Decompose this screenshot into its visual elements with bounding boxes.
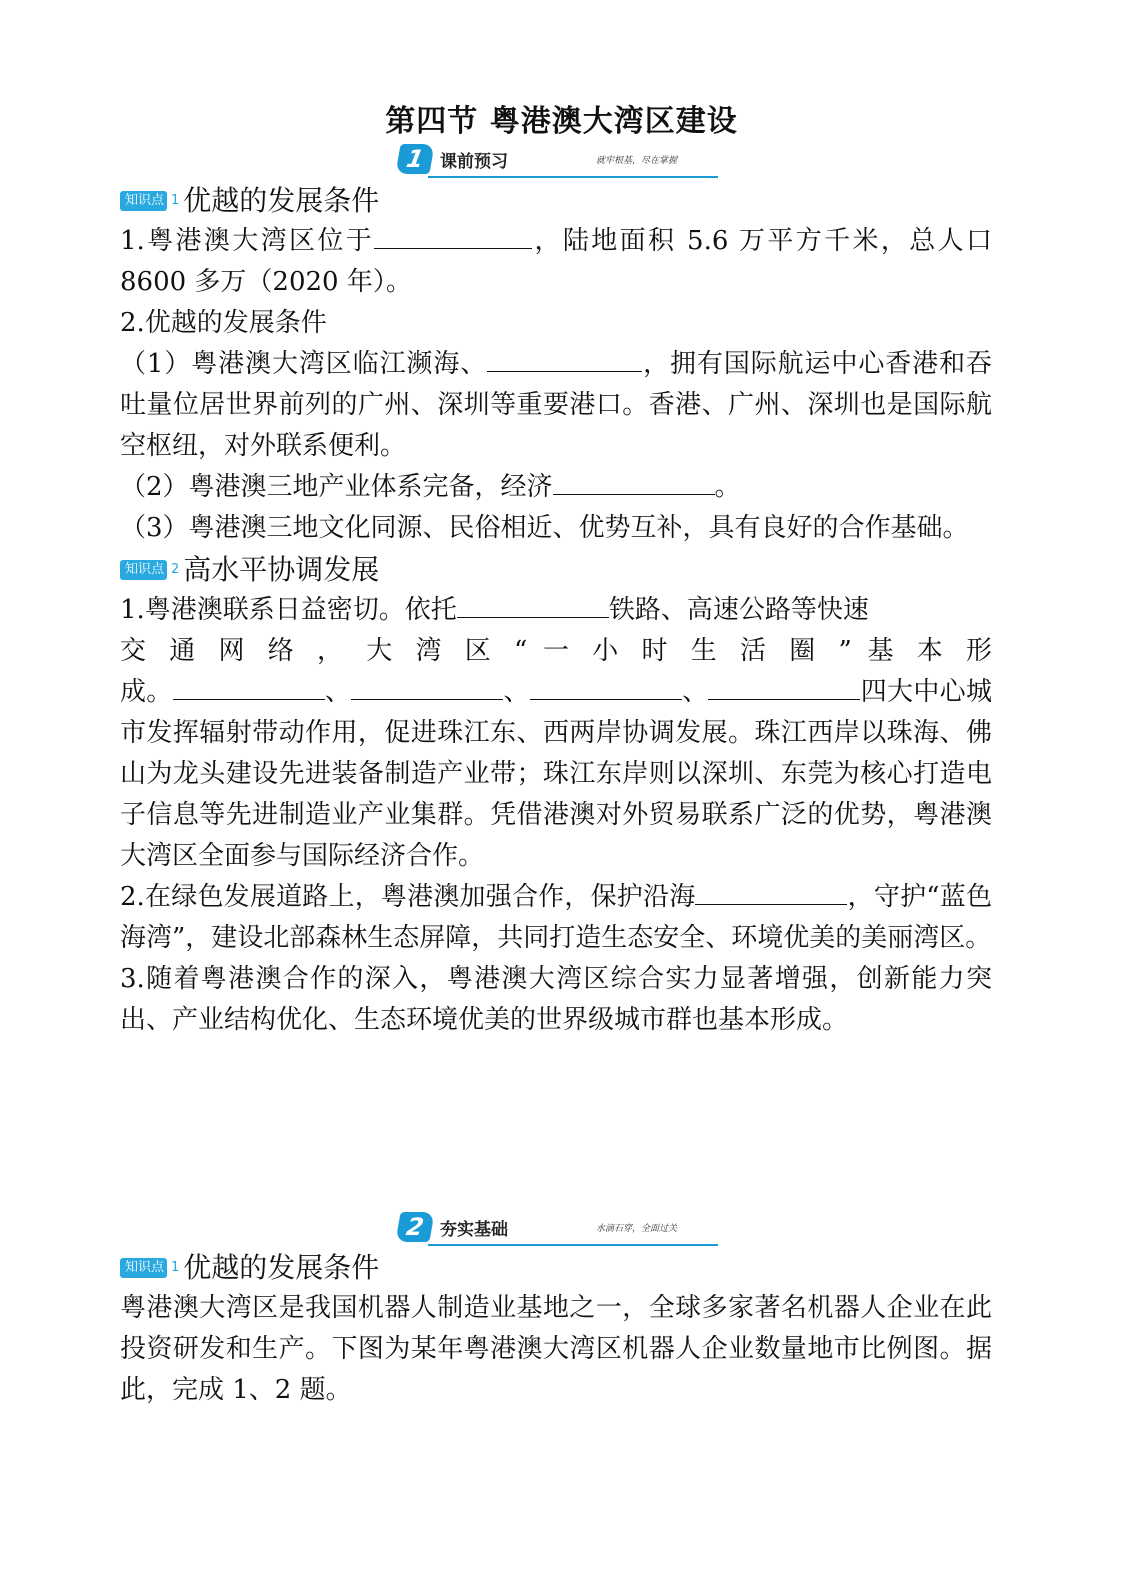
text: 、 [503,677,530,707]
text: 2.在绿色发展道路上，粤港澳加强合作，保护沿海 [120,882,696,912]
banner-basics [398,1212,718,1248]
text: 。 [714,472,741,502]
paragraph [120,672,992,877]
banner-rule [428,176,718,178]
knowledge-point-number: 1 [171,1260,180,1275]
text: （1）粤港澳大湾区临江濒海、 [120,349,488,379]
text: ，守护“蓝色海湾”，建设北部森林生态屏障，共同打造生态安全、环境优美的美丽湾区。 [120,882,992,953]
paragraph: 3.随着粤港澳合作的深入，粤港澳大湾区综合实力显著增强，创新能力突出、产业结构优化、生态环境优美的世界级城市群也基本形成。 [120,964,992,1035]
knowledge-point-heading [120,180,992,221]
banner-rule [428,1244,718,1246]
banner-slogan: 水滴石穿，全面过关 [596,1224,678,1234]
knowledge-point-heading [120,549,992,590]
knowledge-point-badge: 知识点 [120,191,167,211]
text: 四大中心城市发挥辐射带动作用，促进珠江东、西两岸协调发展。珠江西岸以珠海、佛山为龙头建设先进装备制造产业带；珠江东岸则以深圳、东莞为核心打造电子信息等先进制造业产业集群。凭借港澳对外贸易联系广泛的优势，粤港澳大湾区全面参与国际经济合作。 [120,677,992,871]
knowledge-point-number: 2 [171,562,180,577]
text: ，拥有国际航运中心香港和吞吐量位居世界前列的广州、深圳等重要港口。香港、广州、深圳也是国际航空枢纽，对外联系便利。 [120,349,992,461]
fill-blank[interactable] [530,673,682,700]
paragraph [120,877,992,959]
fill-blank[interactable] [351,673,503,700]
text: 、 [324,677,352,707]
section-basics [120,1247,992,1411]
text: 1.粤港澳大湾区位于 [120,226,375,256]
fill-blank[interactable] [374,222,532,249]
banner-number: 1 [395,144,434,174]
paragraph-line: 交 通 网 络 ， 大 湾 区 “ 一 小 时 生 活 圈 ” 基 本 形 [120,636,992,666]
knowledge-point-title: 优越的发展条件 [183,1251,380,1284]
fill-blank[interactable] [708,673,860,700]
knowledge-point-number: 1 [171,193,180,208]
paragraph: 2.优越的发展条件 [120,308,327,338]
fill-blank[interactable] [173,673,325,700]
banner-slogan: 就牢根基，尽在掌握 [596,156,678,166]
knowledge-point-heading [120,1247,992,1288]
fill-blank[interactable] [457,591,609,618]
banner-label: 课前预习 [440,152,508,172]
text: 成。 [120,677,173,707]
paragraph [120,467,992,508]
section-title: 第四节 粤港澳大湾区建设 [385,104,738,139]
banner-preview [398,144,718,180]
knowledge-point-badge: 知识点 [120,1258,167,1278]
paragraph: （3）粤港澳三地文化同源、民俗相近、优势互补，具有良好的合作基础。 [120,513,969,543]
fill-blank[interactable] [487,345,642,372]
text: ，陆地面积 5.6 万平方千米，总人口 8600 多万（2020 年）。 [120,226,992,297]
paragraph [120,344,992,467]
paragraph: 粤港澳大湾区是我国机器人制造业基地之一，全球多家著名机器人企业在此投资研发和生产。下图为某年粤港澳大湾区机器人企业数量地市比例图。据此，完成 1、2 题。 [120,1293,992,1405]
text: 、 [681,677,709,707]
paragraph [120,590,992,631]
knowledge-point-title: 优越的发展条件 [183,184,380,217]
text: 铁路、高速公路等快速 [608,595,869,625]
paragraph [120,221,992,303]
knowledge-point-title: 高水平协调发展 [183,553,380,586]
fill-blank[interactable] [553,468,715,495]
banner-number: 2 [395,1212,434,1242]
section-preview [120,180,992,1041]
fill-blank[interactable] [695,878,847,905]
text: （2）粤港澳三地产业体系完备，经济 [120,472,553,502]
knowledge-point-badge: 知识点 [120,560,167,580]
banner-label: 夯实基础 [440,1220,508,1240]
text: 1.粤港澳联系日益密切。依托 [120,595,457,625]
